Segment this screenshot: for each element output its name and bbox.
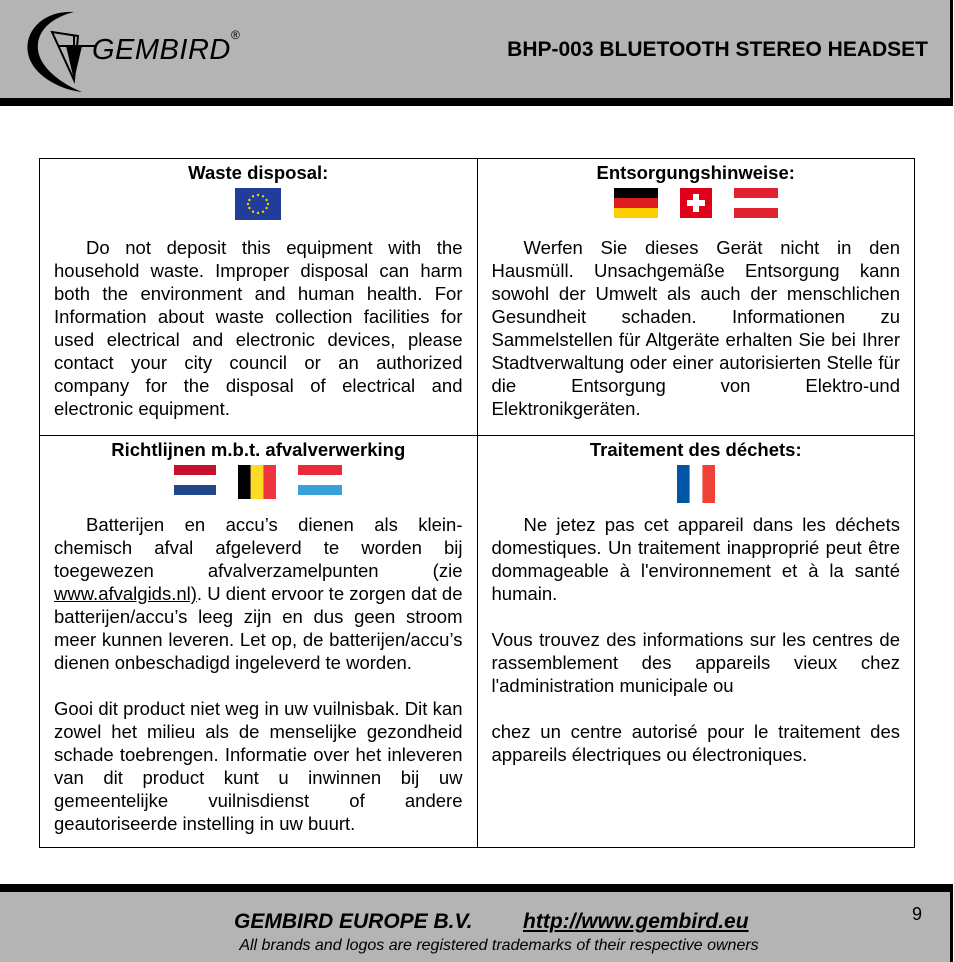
document-title: BHP-003 BLUETOOTH STEREO HEADSET: [507, 38, 928, 61]
flag-row: [492, 465, 901, 505]
section-german: [477, 159, 915, 436]
text-span: Batterijen en accu’s dienen als klein-chemisch afval afgeleverd te worden bij toegewezen afvalverzamelpunten (zie: [54, 514, 463, 581]
belgium-flag-icon: [238, 465, 276, 499]
section-title: Traitement des déchets:: [589, 439, 802, 460]
section-text: Ne jetez pas cet appareil dans les déchets domestiques. Un traitement inapproprié peut être dommageable à l'environnement et à la santé humain.: [491, 514, 900, 604]
section-text: chez un centre autorisé pour le traitement des appareils électriques ou électroniques.: [491, 721, 900, 765]
section-french: [477, 436, 915, 848]
germany-flag-icon: [614, 188, 658, 218]
netherlands-flag-icon: [174, 465, 216, 495]
disposal-info-table: [39, 158, 915, 848]
text-span: . U dient ervoor te zorgen dat de batterijen/accu’s leeg zijn en dus geen stroom meer kunnen leveren. Let op, de batterijen/accu’s dienen onbeschadigd ingeleverd te worden.: [54, 583, 463, 673]
section-text: Gooi dit product niet weg in uw vuilnisbak. Dit kan zowel het milieu als de menselijke gezondheid schade toebrengen. Informatie over het inleveren van dit product kunt u inwinnen bij uw gemeentelijke vuilnisdienst of andere geautoriseerde instelling in uw buurt.: [54, 698, 463, 834]
eu-flag-icon: [235, 188, 281, 220]
section-english: [40, 159, 478, 436]
flag-row: [54, 465, 463, 505]
gembird-logo: [22, 6, 252, 98]
austria-flag-icon: [734, 188, 778, 218]
afvalgids-link[interactable]: www.afvalgids.nl): [54, 583, 197, 604]
page-header: [0, 0, 953, 106]
france-flag-icon: [677, 465, 715, 503]
company-name: GEMBIRD EUROPE B.V.: [234, 910, 473, 933]
section-dutch: [40, 436, 478, 848]
section-title: Richtlijnen m.b.t. afvalverwerking: [111, 439, 406, 460]
section-title: Entsorgungshinweise:: [596, 162, 795, 183]
page-footer: [0, 884, 953, 962]
logo-text: GEMBIRD: [92, 34, 231, 66]
trademark-note: All brands and logos are registered trademarks of their respective owners: [239, 937, 759, 954]
registered-mark: ®: [231, 28, 240, 42]
flag-row: [492, 188, 901, 228]
section-text: Werfen Sie dieses Gerät nicht in den Hausmüll. Unsachgemäße Entsorgung kann sowohl der Umwelt als auch der menschlichen Gesundheit schaden. Informationen zu Sammelstellen für Altgeräte erhalten Sie bei Ihrer Stadtverwaltung oder einer autorisierten Stelle für die Entsorgung von Elektro-und Elektronikgeräten.: [491, 237, 900, 419]
page-number: 9: [912, 904, 923, 924]
section-title: Waste disposal:: [188, 162, 329, 183]
website-link[interactable]: http://www.gembird.eu: [523, 910, 749, 933]
section-text: Vous trouvez des informations sur les centres de rassemblement des appareils vieux chez l'administration municipale ou: [491, 629, 900, 696]
section-text: [54, 513, 463, 674]
switzerland-flag-icon: [680, 188, 712, 218]
flag-row: [54, 188, 463, 228]
section-text: Do not deposit this equipment with the household waste. Improper disposal can harm both the environment and human health. For Information about waste collection facilities for used electrical and electronic devices, please contact your city council or an authorized company for the disposal of electrical and electronic equipment.: [54, 237, 463, 419]
luxembourg-flag-icon: [298, 465, 342, 495]
